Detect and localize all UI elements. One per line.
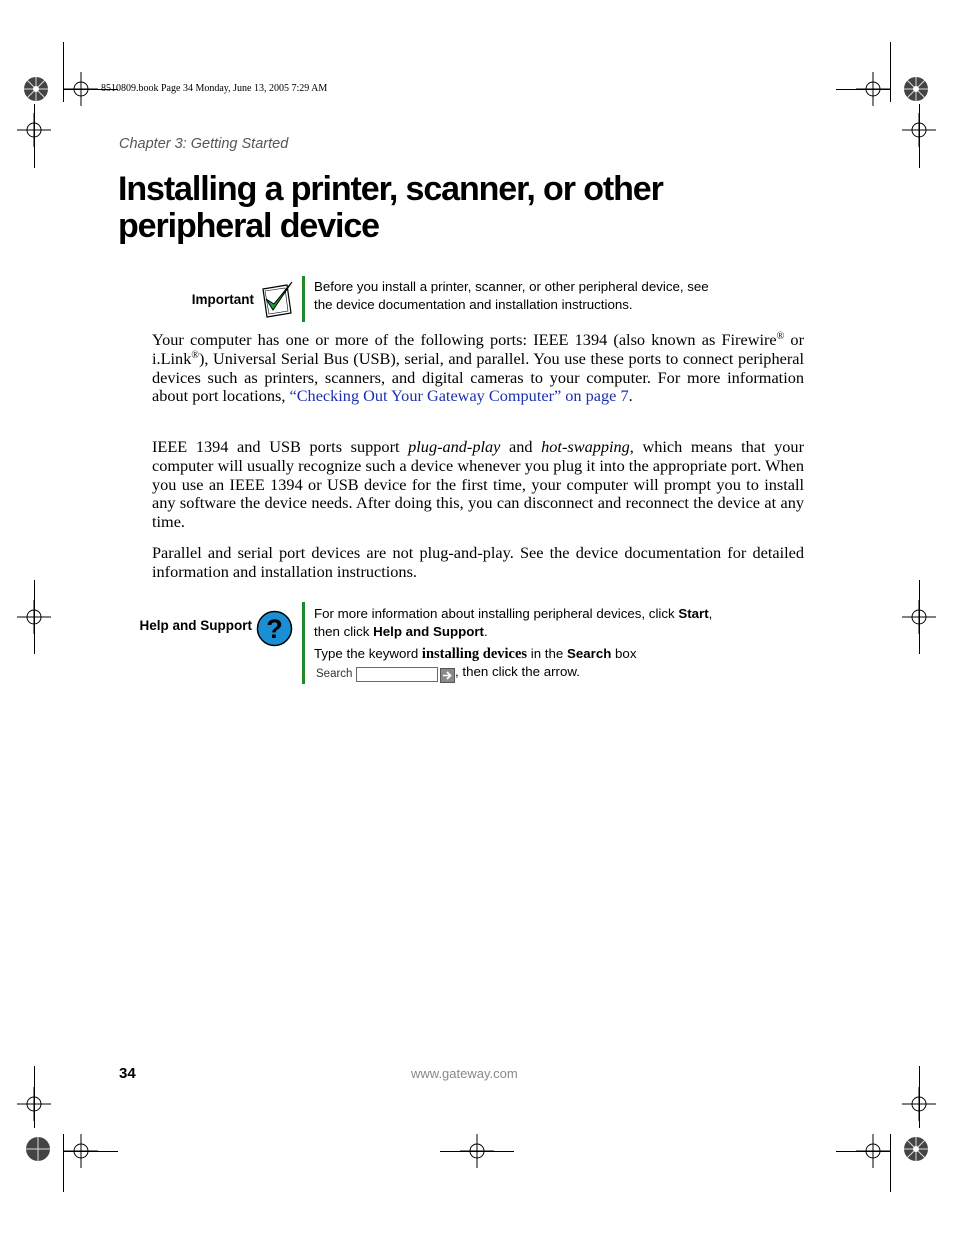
paragraph-plug-and-play [152, 438, 804, 532]
footer-url: www.gateway.com [411, 1066, 518, 1081]
registration-mark-bottom-right [902, 1135, 930, 1163]
para1-text-3: ), Universal Serial Bus (USB), serial, and parallel. You use these ports to connect peripheral devices such as printers, scanners, and digital cameras to your computer. For more information about port locations, [152, 348, 804, 406]
arrow-right-icon [441, 669, 454, 682]
paragraph-parallel-serial: Parallel and serial port devices are not plug-and-play. See the device documentation for detailed information and installation instructions. [152, 543, 804, 581]
help-line-2 [314, 623, 774, 641]
checkmark-icon [259, 279, 295, 324]
crop-line-bottom-left-h [64, 1151, 118, 1152]
crop-line-bottom-right-v2 [919, 1066, 920, 1128]
search-box-reference: Search [566, 646, 612, 661]
help-text-part: in the [527, 646, 567, 661]
page-number: 34 [119, 1065, 136, 1082]
crop-line-mid-right-v [919, 580, 920, 654]
para2-text-2: and [500, 437, 542, 456]
search-input[interactable] [356, 667, 438, 682]
print-slug: 8510809.book Page 34 Monday, June 13, 2005 7:29 AM [101, 83, 328, 94]
crop-line-bottom-left-v [63, 1134, 64, 1192]
registration-mark-top-right [902, 75, 930, 103]
help-text-part: , [708, 606, 713, 621]
crop-line-top-right-v [890, 42, 891, 102]
help-text-part: box [611, 646, 637, 661]
help-text [314, 605, 774, 663]
registration-mark-top-left [22, 75, 50, 103]
crop-line-top-left-v2 [34, 104, 35, 168]
para2-text-1: IEEE 1394 and USB ports support [152, 437, 409, 456]
term-plug-and-play: plug-and-play [408, 437, 501, 456]
para1-text-1: Your computer has one or more of the following ports: IEEE 1394 (also known as Firewire [152, 330, 777, 349]
crop-line-bottom-center-h [440, 1151, 514, 1152]
help-line-3 [314, 645, 774, 663]
search-instruction-suffix: , then click the arrow. [455, 664, 580, 679]
search-label: Search [316, 668, 353, 680]
search-arrow-button[interactable] [440, 668, 455, 683]
registered-mark: ® [776, 331, 785, 342]
help-accent-bar [302, 602, 305, 684]
svg-text:?: ? [266, 614, 283, 644]
crop-line-bottom-right-h [836, 1151, 890, 1152]
crop-line-top-right-h [836, 89, 890, 90]
important-accent-bar [302, 276, 305, 322]
help-line-1 [314, 605, 774, 623]
registered-mark: ® [191, 349, 199, 361]
crop-line-bottom-right-v [890, 1134, 891, 1192]
crop-line-mid-left-v [34, 580, 35, 654]
help-text-part: For more information about installing peripheral devices, click [314, 606, 679, 621]
question-mark-icon [256, 610, 293, 652]
important-line-1: Before you install a printer, scanner, or other peripheral device, see [314, 279, 709, 294]
cross-reference-link[interactable]: “Checking Out Your Gateway Computer” on page 7 [289, 386, 629, 406]
help-label: Help and Support [139, 618, 252, 633]
important-line-2: the device documentation and installation instructions. [314, 297, 633, 312]
term-hot-swapping: hot-swapping [541, 437, 630, 456]
important-label: Important [191, 292, 254, 307]
chapter-header: Chapter 3: Getting Started [119, 136, 289, 152]
help-text-part: . [483, 624, 488, 639]
important-text [314, 278, 754, 314]
keyword-installing-devices: installing devices [421, 646, 528, 662]
registration-mark-bottom-left [24, 1135, 52, 1163]
crop-line-top-left-v [63, 42, 64, 102]
crop-line-top-right-v2 [919, 104, 920, 168]
paragraph-ports [152, 331, 804, 406]
page-title: Installing a printer, scanner, or other peripheral device [118, 170, 663, 245]
help-text-part: then click [314, 624, 374, 639]
para2-text-3: , which means that your computer will usually recognize such a device whenever you plug it into the appropriate port. When you use an IEEE 1394 or USB device for the first time, your computer will prompt you to install any software the device needs. After doing this, you can disconnect and reconnect the device at any time. [152, 437, 804, 532]
para1-text-4: . [628, 386, 633, 406]
start-menu-reference: Start [678, 606, 709, 621]
crop-line-bottom-left-v2 [34, 1066, 35, 1128]
help-text-part: Type the keyword [314, 646, 422, 661]
para1-text-2: or i.Link [152, 330, 804, 368]
help-and-support-reference: Help and Support [373, 624, 484, 639]
